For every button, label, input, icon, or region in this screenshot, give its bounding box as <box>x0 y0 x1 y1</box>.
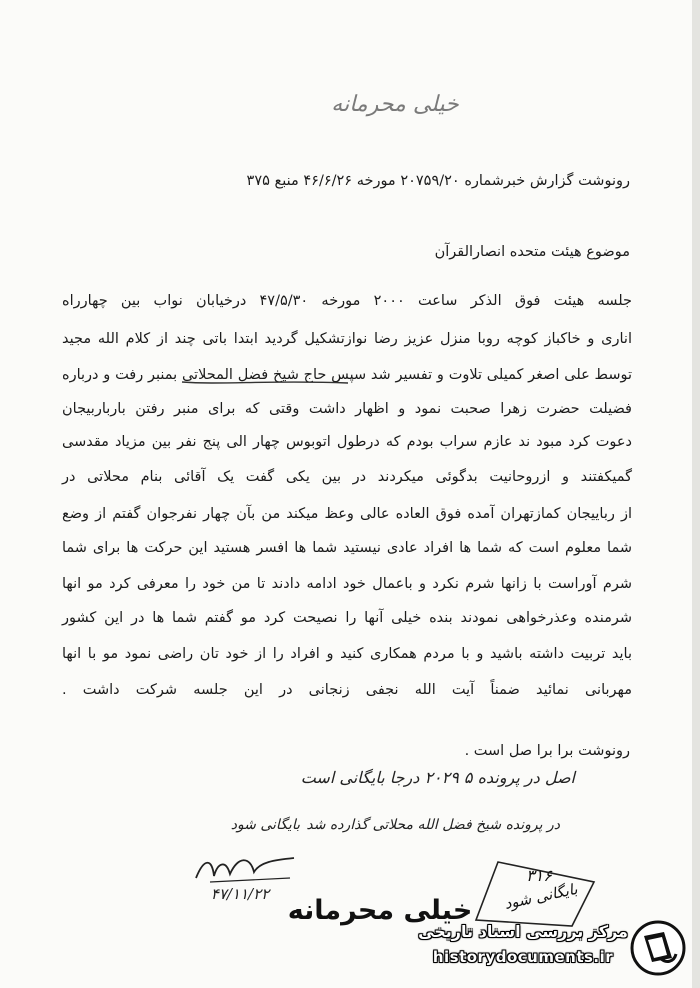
handwritten-heading: خیلی محرمانه <box>331 92 459 117</box>
archive-stamp-number: ۳۱۶ <box>526 866 552 885</box>
body-line: باید تربیت داشته باشید و با مردم همکاری کنید و افراد را از خود تان راضی نمود مو با انها <box>62 646 632 662</box>
body-line: دعوت کرد مبود ند عازم سراب بودم که درطول اتوبوس چهار الی پنج نفر بین مزیاد مقدسی <box>62 434 632 450</box>
body-line: شرمنده وعذرخواهی نمودند بنده خیلی آنها را نصیحت کرد مو گفتم شما ها در این کشور <box>62 610 632 626</box>
handwritten-archive-note: بایگانی شود <box>230 817 300 833</box>
body-line: مهربانی نمائید ضمناً آیت الله نجفی زنجانی در این جلسه شرکت داشت . <box>62 682 632 698</box>
handwritten-underline <box>180 378 350 386</box>
body-line: توسط علی اصغر کمیلی تلاوت و تفسیر شد سپس حاج شیخ فضل المحلاتی بمنبر رفت و درباره <box>62 367 632 383</box>
scan-edge-shadow <box>682 0 700 988</box>
body-line: فضیلت حضرت زهرا صحبت نمود و اظهار داشت وقتی که برای منبر رفتن بارباربیجان <box>62 401 632 417</box>
body-line: اناری و خاکباز کوچه روبا منزل عزیز رضا نوازتشکیل گردید ابتدا باتی چند از کلام الله مجید <box>62 331 632 347</box>
classification-stamp: خیلی محرمانه <box>287 895 473 926</box>
signature <box>190 852 300 888</box>
copy-certification: رونوشت برا برا صل است . <box>464 743 630 759</box>
reference-line: رونوشت گزارش خبرشماره ۲۰۷۵۹/۲۰ مورخه ۴۶/۶/۲۶ منبع ۳۷۵ <box>246 173 630 189</box>
document-archive-icon <box>630 920 686 976</box>
body-line: شرم آوراست با زانها شرم نکرد و باعمال خود ادامه دادند تا من خود را معرفی کرد مو انها <box>62 576 632 592</box>
handwritten-file-note: اصل در پرونده ۵ ۲۰۲۹ درجا بایگانی است <box>300 768 575 787</box>
body-line: گمیکفتند و ازروحانیت بدگوئی میکردند در بین یکی گفت یک آقائی بنام محلاتی در <box>62 469 632 485</box>
archive-stamp-text: بایگانی شود <box>502 879 579 913</box>
watermark-logo <box>410 916 690 980</box>
body-line: از رباییجان کمازتهران آمده فوق العاده عالی وعظ میکند من بآن چهار نفرجوان گفتم از وضع <box>62 506 632 522</box>
subject-line: موضوع هیئت متحده انصارالقرآن <box>434 244 630 260</box>
body-line: شما معلوم است که شما ها افراد عادی نیستید شما ها افسر هستید این حرکت ها برای شما <box>62 540 632 556</box>
body-line: جلسه هیئت فوق الذکر ساعت ۲۰۰۰ مورخه ۴۷/۵/۳۰ درخیابان نواب بین چهارراه <box>62 293 633 309</box>
watermark-url: historydocuments.ir <box>432 948 614 966</box>
handwritten-dossier-note: در پرونده شیخ فضل الله محلاتی گذارده شد <box>306 817 560 833</box>
handwritten-date: ۴۷/۱۱/۲۲ <box>210 885 270 903</box>
watermark-name: مرکز بررسی اسناد تاریخی <box>418 922 628 941</box>
